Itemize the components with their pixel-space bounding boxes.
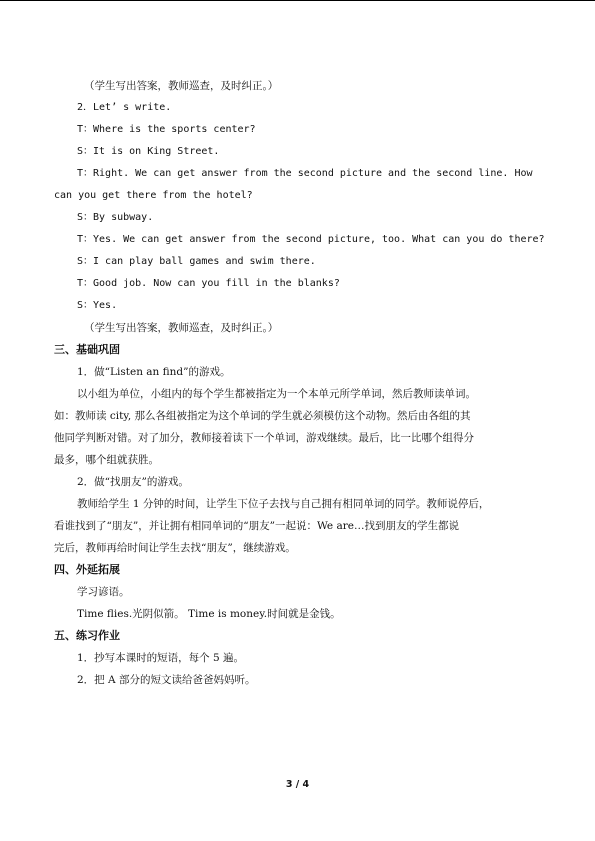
text-line: T：Good job. Now can you fill in the blanks? [77, 278, 340, 289]
text-line: 如：教师读 city, 那么各组被指定为这个单词的学生就必须模仿这个动物。然后由各组的其 [54, 410, 471, 422]
text-line: 1．抄写本课时的短语，每个 5 遍。 [77, 652, 245, 664]
text-line: 教师给学生 1 分钟的时间，让学生下位子去找与自己拥有相同单词的同学。教师说停后， [77, 498, 490, 510]
text-line: 他同学判断对错。对了加分，教师接着读下一个单词，游戏继续。最后，比一比哪个组得分 [54, 432, 474, 444]
text-line: 1．做“Listen an find”的游戏。 [77, 366, 231, 378]
section-heading: 三、基础巩固 [54, 343, 120, 356]
text-line: S：It is on King Street. [77, 146, 220, 157]
header-rule [0, 0, 595, 1]
text-line: T：Right. We can get answer from the second picture and the second line. How [77, 168, 533, 179]
text-line: 看谁找到了“朋友”，并让拥有相同单词的“朋友”一起说：We are…找到朋友的学生都说 [54, 520, 459, 532]
text-line: T：Where is the sports center? [77, 124, 256, 135]
text-line: 2．做“找朋友”的游戏。 [77, 476, 189, 488]
page-number: 3 / 4 [285, 779, 310, 790]
text-line: 学习谚语。 [77, 586, 130, 598]
text-line: （学生写出答案，教师巡查，及时纠正。） [84, 80, 279, 92]
text-line: 以小组为单位，小组内的每个学生都被指定为一个本单元所学单词，然后教师读单词。 [77, 388, 476, 400]
text-line: S：I can play ball games and swim there. [77, 256, 316, 267]
text-line: 完后，教师再给时间让学生去找“朋友”，继续游戏。 [54, 542, 296, 554]
text-line: T：Yes. We can get answer from the second picture, too. What can you do there? [77, 234, 545, 245]
text-line: （学生写出答案，教师巡查，及时纠正。） [84, 322, 279, 334]
section-heading: 四、外延拓展 [54, 563, 120, 576]
text-line: 最多，哪个组就获胜。 [54, 454, 159, 466]
text-line: 2．Let’ s write. [77, 102, 172, 113]
text-line: 2．把 A 部分的短文读给爸爸妈妈听。 [77, 674, 256, 686]
text-line: Time flies.光阴似箭。 Time is money.时间就是金钱。 [77, 608, 341, 620]
text-line: S：Yes. [77, 300, 118, 311]
text-line: S：By subway. [77, 212, 154, 223]
section-heading: 五、练习作业 [54, 629, 120, 642]
text-line: can you get there from the hotel? [54, 190, 253, 201]
